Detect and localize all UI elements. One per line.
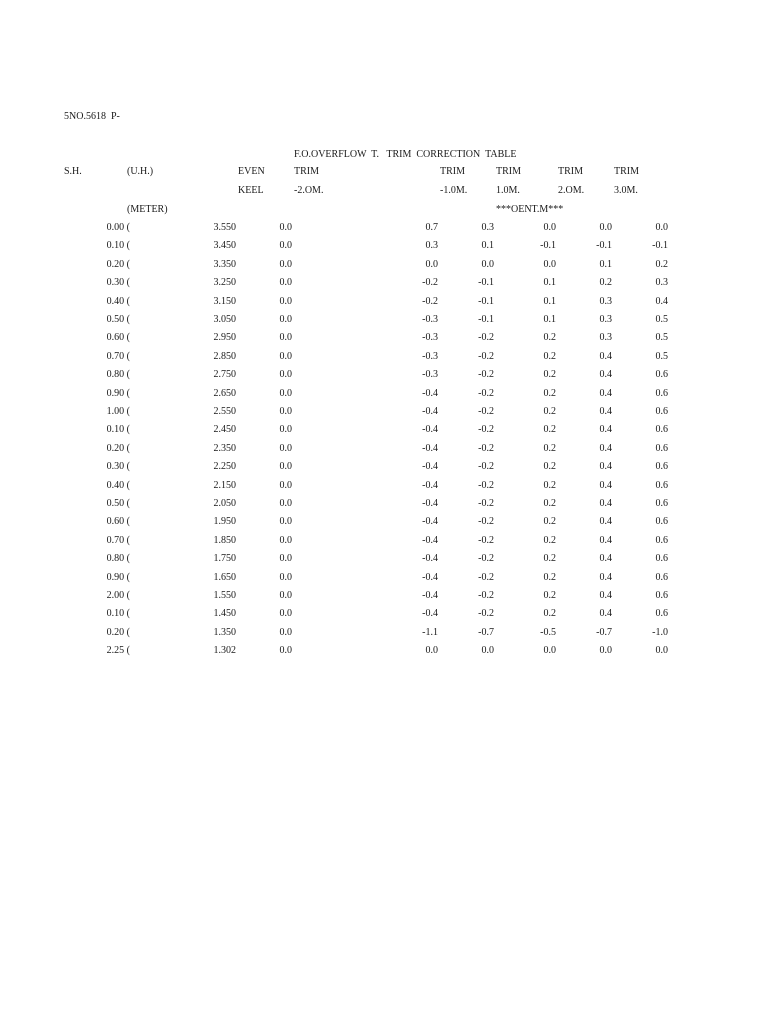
cell-trim-3: 0.3	[599, 332, 612, 344]
table-row	[0, 645, 768, 659]
cell-trim-4: -0.1	[652, 240, 668, 252]
cell-uh: 1.750	[213, 553, 236, 565]
cell-uh: 2.350	[213, 442, 236, 454]
cell-sh: 0.00 (	[106, 222, 130, 233]
table-row	[0, 388, 768, 402]
cell-trim-3: 0.1	[599, 258, 612, 270]
cell-trim-1: 0.3	[481, 222, 494, 233]
cell-trim-minus-1: -0.4	[422, 442, 438, 454]
cell-trim-minus-1: -0.4	[422, 590, 438, 601]
table-row	[0, 259, 768, 273]
cell-sh: 1.00 (	[106, 406, 130, 417]
cell-uh: 3.550	[213, 222, 236, 233]
cell-even: 0.0	[279, 626, 292, 638]
cell-trim-2: -0.5	[540, 626, 556, 638]
cell-trim-minus-1: -0.4	[422, 387, 438, 399]
cell-trim-4: 0.6	[655, 516, 668, 528]
cell-trim-2: -0.1	[540, 240, 556, 252]
cell-even: 0.0	[279, 350, 292, 362]
cell-uh: 1.950	[213, 516, 236, 528]
cell-trim-minus-1: -1.1	[422, 626, 438, 638]
cell-trim-minus-1: 0.7	[425, 222, 438, 233]
table-row	[0, 369, 768, 383]
cell-trim-minus-1: -0.4	[422, 571, 438, 583]
cell-trim-4: 0.0	[655, 645, 668, 657]
cell-sh: 2.00 (	[106, 590, 130, 601]
cell-trim-minus-1: -0.4	[422, 461, 438, 473]
header-row-1	[0, 166, 768, 180]
cell-trim-1: 0.0	[481, 645, 494, 657]
cell-trim-1: -0.2	[478, 571, 494, 583]
cell-trim-2: 0.1	[543, 277, 556, 289]
cell-trim-3: 0.4	[599, 608, 612, 620]
cell-trim-minus-1: 0.0	[425, 258, 438, 270]
cell-uh: 1.850	[213, 534, 236, 546]
cell-sh: 0.20 (	[106, 258, 130, 270]
cell-uh: 2.450	[213, 424, 236, 436]
cell-trim-1: -0.2	[478, 590, 494, 601]
cell-trim-3: -0.1	[596, 240, 612, 252]
table-row	[0, 553, 768, 567]
header-row-2	[0, 185, 768, 199]
cell-even: 0.0	[279, 277, 292, 289]
cell-trim-1: -0.2	[478, 534, 494, 546]
cell-trim-4: 0.5	[655, 314, 668, 325]
cell-even: 0.0	[279, 571, 292, 583]
header-trim-v3: 1.0M.	[496, 185, 520, 196]
cell-uh: 2.050	[213, 498, 236, 509]
cell-trim-3: 0.4	[599, 571, 612, 583]
cell-trim-minus-1: -0.4	[422, 406, 438, 417]
table-row	[0, 516, 768, 530]
cell-trim-1: -0.2	[478, 406, 494, 417]
table-row	[0, 351, 768, 365]
cell-trim-2: 0.2	[543, 424, 556, 436]
cell-even: 0.0	[279, 258, 292, 270]
cell-even: 0.0	[279, 534, 292, 546]
cell-sh: 0.60 (	[106, 332, 130, 344]
cell-trim-1: -0.1	[478, 295, 494, 307]
cell-trim-minus-1: -0.4	[422, 498, 438, 509]
cell-even: 0.0	[279, 387, 292, 399]
cell-trim-1: -0.2	[478, 608, 494, 620]
cell-sh: 0.10 (	[106, 424, 130, 436]
cell-uh: 2.750	[213, 369, 236, 381]
cell-trim-3: 0.4	[599, 590, 612, 601]
cell-trim-2: 0.2	[543, 387, 556, 399]
cell-trim-minus-1: -0.4	[422, 516, 438, 528]
cell-trim-1: -0.2	[478, 516, 494, 528]
cell-trim-2: 0.2	[543, 369, 556, 381]
header-trim-v4: 2.OM.	[558, 185, 585, 196]
table-row	[0, 332, 768, 346]
cell-uh: 2.950	[213, 332, 236, 344]
cell-trim-minus-1: -0.2	[422, 295, 438, 307]
cell-uh: 1.550	[213, 590, 236, 601]
cell-trim-minus-1: -0.2	[422, 277, 438, 289]
cell-trim-2: 0.2	[543, 534, 556, 546]
cell-trim-3: 0.0	[599, 222, 612, 233]
cell-uh: 2.850	[213, 350, 236, 362]
cell-even: 0.0	[279, 590, 292, 601]
cell-even: 0.0	[279, 498, 292, 509]
cell-trim-2: 0.2	[543, 590, 556, 601]
cell-even: 0.0	[279, 442, 292, 454]
cell-trim-4: 0.6	[655, 553, 668, 565]
cell-trim-3: -0.7	[596, 626, 612, 638]
cell-sh: 0.90 (	[106, 387, 130, 399]
cell-trim-3: 0.4	[599, 387, 612, 399]
cell-uh: 1.650	[213, 571, 236, 583]
cell-trim-4: 0.4	[655, 295, 668, 307]
cell-sh: 0.80 (	[106, 369, 130, 381]
header-even: EVEN	[238, 166, 265, 177]
cell-sh: 0.20 (	[106, 442, 130, 454]
cell-sh: 0.90 (	[106, 571, 130, 583]
table-row	[0, 443, 768, 457]
cell-trim-3: 0.0	[599, 645, 612, 657]
cell-sh: 0.70 (	[106, 350, 130, 362]
cell-trim-3: 0.4	[599, 498, 612, 509]
header-trim-v2: -1.0M.	[440, 185, 468, 196]
cell-trim-4: 0.6	[655, 369, 668, 381]
cell-trim-4: 0.6	[655, 608, 668, 620]
cell-uh: 1.350	[213, 626, 236, 638]
cell-trim-minus-1: -0.3	[422, 350, 438, 362]
table-row	[0, 461, 768, 475]
cell-uh: 3.050	[213, 314, 236, 325]
cell-trim-1: -0.2	[478, 479, 494, 491]
cell-sh: 0.10 (	[106, 240, 130, 252]
cell-trim-minus-1: 0.0	[425, 645, 438, 657]
table-title: F.O.OVERFLOW T. TRIM CORRECTION TABLE	[294, 149, 517, 160]
cell-even: 0.0	[279, 332, 292, 344]
cell-even: 0.0	[279, 553, 292, 565]
table-row	[0, 240, 768, 254]
cell-trim-2: 0.2	[543, 350, 556, 362]
cell-uh: 1.450	[213, 608, 236, 620]
table-row	[0, 406, 768, 420]
cell-trim-2: 0.2	[543, 498, 556, 509]
cell-trim-1: 0.1	[481, 240, 494, 252]
cell-sh: 0.40 (	[106, 479, 130, 491]
table-row	[0, 608, 768, 622]
cell-trim-1: -0.2	[478, 332, 494, 344]
cell-trim-3: 0.4	[599, 553, 612, 565]
cell-trim-minus-1: -0.3	[422, 369, 438, 381]
cell-trim-4: 0.6	[655, 534, 668, 546]
table-row	[0, 314, 768, 328]
document-reference: 5NO.5618 P-	[64, 111, 120, 122]
cell-trim-3: 0.4	[599, 534, 612, 546]
cell-trim-2: 0.2	[543, 608, 556, 620]
cell-trim-3: 0.4	[599, 406, 612, 417]
cell-trim-minus-1: -0.4	[422, 553, 438, 565]
cell-trim-4: 0.6	[655, 571, 668, 583]
cell-trim-2: 0.0	[543, 645, 556, 657]
cell-trim-1: -0.2	[478, 442, 494, 454]
cell-uh: 3.250	[213, 277, 236, 289]
cell-trim-4: 0.6	[655, 461, 668, 473]
header-trim-a: TRIM	[294, 166, 319, 177]
cell-sh: 0.70 (	[106, 534, 130, 546]
cell-trim-2: 0.2	[543, 553, 556, 565]
cell-trim-3: 0.4	[599, 461, 612, 473]
header-sh: S.H.	[64, 166, 82, 177]
cell-uh: 2.250	[213, 461, 236, 473]
cell-trim-2: 0.2	[543, 571, 556, 583]
header-row-3	[0, 204, 768, 218]
cell-trim-3: 0.4	[599, 479, 612, 491]
cell-trim-4: 0.5	[655, 350, 668, 362]
header-meter: (METER)	[127, 204, 168, 215]
cell-even: 0.0	[279, 424, 292, 436]
header-keel: KEEL	[238, 185, 264, 196]
cell-trim-1: -0.7	[478, 626, 494, 638]
header-trim-d: TRIM	[558, 166, 583, 177]
cell-trim-3: 0.3	[599, 314, 612, 325]
cell-uh: 1.302	[213, 645, 236, 657]
cell-sh: 0.60 (	[106, 516, 130, 528]
table-row	[0, 296, 768, 310]
cell-trim-minus-1: 0.3	[425, 240, 438, 252]
table-row	[0, 277, 768, 291]
cell-trim-1: -0.2	[478, 387, 494, 399]
cell-trim-minus-1: -0.4	[422, 479, 438, 491]
cell-trim-3: 0.4	[599, 369, 612, 381]
cell-trim-1: -0.2	[478, 350, 494, 362]
cell-uh: 3.150	[213, 295, 236, 307]
cell-trim-4: 0.6	[655, 406, 668, 417]
cell-trim-1: -0.2	[478, 498, 494, 509]
cell-even: 0.0	[279, 461, 292, 473]
cell-trim-2: 0.0	[543, 258, 556, 270]
cell-uh: 2.150	[213, 479, 236, 491]
cell-trim-3: 0.4	[599, 516, 612, 528]
table-row	[0, 535, 768, 549]
cell-sh: 2.25 (	[106, 645, 130, 657]
table-row	[0, 424, 768, 438]
header-trim-e: TRIM	[614, 166, 639, 177]
table-row	[0, 572, 768, 586]
cell-trim-1: -0.2	[478, 461, 494, 473]
table-row	[0, 627, 768, 641]
cell-trim-2: 0.2	[543, 442, 556, 454]
cell-uh: 3.350	[213, 258, 236, 270]
cell-sh: 0.50 (	[106, 314, 130, 325]
cell-sh: 0.40 (	[106, 295, 130, 307]
cell-sh: 0.10 (	[106, 608, 130, 620]
cell-sh: 0.30 (	[106, 461, 130, 473]
cell-trim-minus-1: -0.4	[422, 534, 438, 546]
cell-even: 0.0	[279, 406, 292, 417]
cell-trim-3: 0.4	[599, 442, 612, 454]
cell-trim-1: -0.1	[478, 314, 494, 325]
cell-even: 0.0	[279, 369, 292, 381]
table-row	[0, 590, 768, 604]
cell-trim-3: 0.4	[599, 350, 612, 362]
cell-uh: 2.650	[213, 387, 236, 399]
cell-sh: 0.20 (	[106, 626, 130, 638]
cell-trim-2: 0.2	[543, 332, 556, 344]
cell-trim-4: 0.6	[655, 442, 668, 454]
cell-trim-2: 0.1	[543, 314, 556, 325]
header-trim-b: TRIM	[440, 166, 465, 177]
header-oent: ***OENT.M***	[496, 204, 564, 215]
cell-sh: 0.30 (	[106, 277, 130, 289]
cell-trim-4: 0.6	[655, 424, 668, 436]
header-trim-v1: -2.OM.	[294, 185, 324, 196]
cell-trim-4: 0.6	[655, 387, 668, 399]
cell-trim-4: 0.6	[655, 498, 668, 509]
cell-sh: 0.80 (	[106, 553, 130, 565]
table-row	[0, 498, 768, 512]
cell-trim-minus-1: -0.3	[422, 314, 438, 325]
cell-trim-minus-1: -0.4	[422, 608, 438, 620]
cell-trim-2: 0.2	[543, 461, 556, 473]
cell-trim-4: 0.2	[655, 258, 668, 270]
cell-trim-4: 0.3	[655, 277, 668, 289]
cell-trim-4: -1.0	[652, 626, 668, 638]
cell-trim-2: 0.2	[543, 479, 556, 491]
cell-trim-3: 0.2	[599, 277, 612, 289]
header-trim-v5: 3.0M.	[614, 185, 638, 196]
cell-sh: 0.50 (	[106, 498, 130, 509]
cell-even: 0.0	[279, 645, 292, 657]
cell-even: 0.0	[279, 479, 292, 491]
cell-even: 0.0	[279, 314, 292, 325]
cell-trim-4: 0.0	[655, 222, 668, 233]
cell-even: 0.0	[279, 295, 292, 307]
cell-trim-2: 0.2	[543, 406, 556, 417]
cell-trim-3: 0.3	[599, 295, 612, 307]
table-row	[0, 480, 768, 494]
header-trim-c: TRIM	[496, 166, 521, 177]
cell-trim-minus-1: -0.4	[422, 424, 438, 436]
cell-even: 0.0	[279, 222, 292, 233]
cell-trim-4: 0.6	[655, 590, 668, 601]
table-row	[0, 222, 768, 236]
cell-trim-1: 0.0	[481, 258, 494, 270]
cell-trim-2: 0.0	[543, 222, 556, 233]
header-uh: (U.H.)	[127, 166, 154, 177]
cell-uh: 2.550	[213, 406, 236, 417]
cell-even: 0.0	[279, 608, 292, 620]
cell-trim-3: 0.4	[599, 424, 612, 436]
cell-even: 0.0	[279, 516, 292, 528]
cell-trim-1: -0.2	[478, 424, 494, 436]
cell-trim-minus-1: -0.3	[422, 332, 438, 344]
cell-uh: 3.450	[213, 240, 236, 252]
cell-trim-1: -0.2	[478, 553, 494, 565]
cell-trim-4: 0.6	[655, 479, 668, 491]
cell-even: 0.0	[279, 240, 292, 252]
cell-trim-4: 0.5	[655, 332, 668, 344]
cell-trim-2: 0.1	[543, 295, 556, 307]
cell-trim-2: 0.2	[543, 516, 556, 528]
cell-trim-1: -0.1	[478, 277, 494, 289]
cell-trim-1: -0.2	[478, 369, 494, 381]
